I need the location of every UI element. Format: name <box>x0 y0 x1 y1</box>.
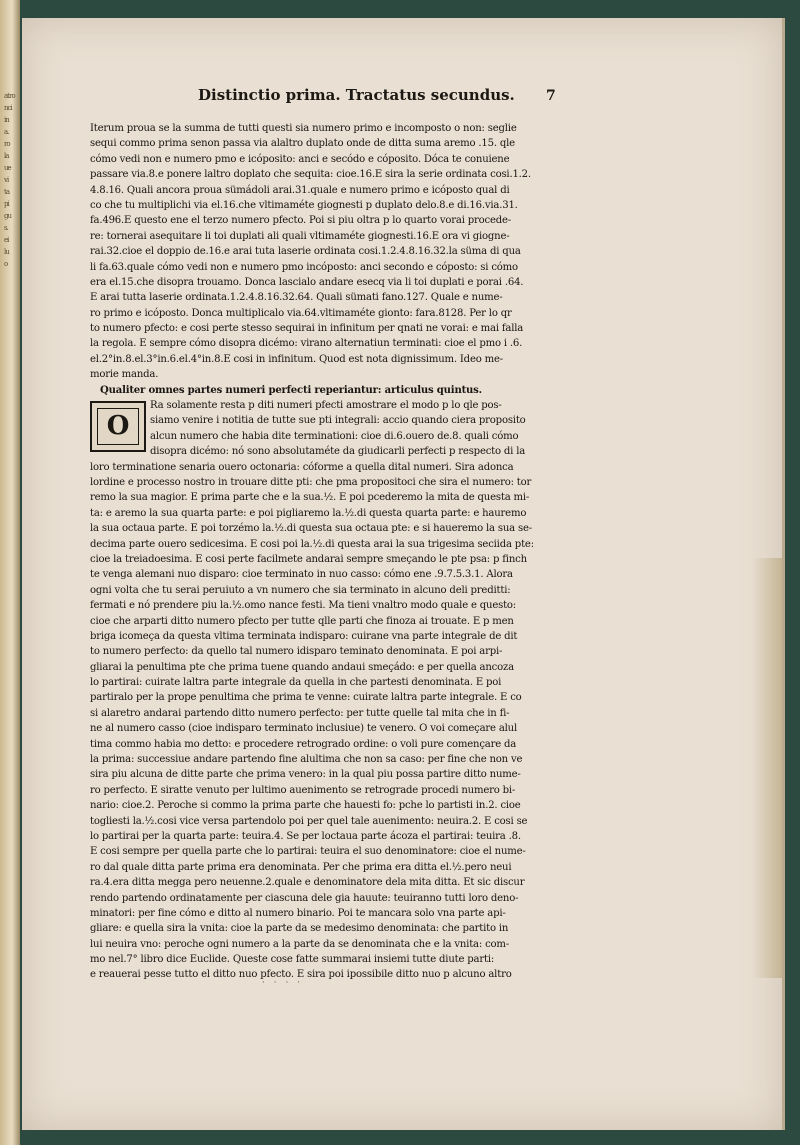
adjacent-page-text <box>4 90 18 650</box>
sliver-fragment: vi <box>4 176 9 184</box>
text-line: ro dal quale ditta parte prima era denominata. Per che prima era ditta el.½.pero neui <box>90 861 512 873</box>
book-page <box>22 18 785 1130</box>
text-line: passare via.8.e ponere laltro doplato che sequita: cioe.16.E sira la serie ordinata cosi.1.2. <box>90 169 531 181</box>
text-line: co che tu multiplichi via el.16.che vltimaméte giognesti p duplato delo.8.e di.16.via.31. <box>90 199 518 211</box>
text-line: si alaretro andarai partendo ditto numero perfecto: per tutte quelle tal mita che in fi- <box>90 707 510 719</box>
text-line: gliare: e quella sira la vnita: cioe la parte da se medesimo denominata: che partito in <box>90 923 509 935</box>
folio-number: 7 <box>546 88 556 104</box>
text-line: disopra dicémo: nó sono absolutaméte da giudicarli perfecti p respecto di la <box>150 446 526 458</box>
text-line: cioe che arparti ditto numero pfecto per tutte qlle parti che finoza ai trouate. E p men <box>90 615 514 627</box>
initial-letter: O <box>97 408 139 445</box>
sliver-fragment: atro <box>4 92 15 100</box>
text-line: tima commo habia mo detto: e procedere retrogrado ordine: o voli pure començare da <box>90 738 517 750</box>
text-line: re: tornerai asequitare li toi duplati ali quali vltimaméte giognesti.16.E ora vi giogne- <box>90 230 510 242</box>
text-line: Ra solamente resta p diti numeri pfecti amostrare el modo p lo qle pos- <box>150 400 502 412</box>
text-line: partiralo per la prope penultima che prima te venne: cuirate laltra parte integrale. E co <box>90 692 522 704</box>
sliver-fragment: ro <box>4 140 10 148</box>
text-line: E arai tutta laserie ordinata.1.2.4.8.16.32.64. Quali sümati fano.127. Quale e nume- <box>90 292 503 304</box>
text-line: la prima: successiue andare partendo fine alultima che non sa caso: per fine che non ve <box>90 754 523 766</box>
sliver-fragment: in <box>4 116 9 124</box>
text-line: ra.4.era ditta megga pero neuenne.2.quale e denominatore dela mita ditta. Et sic discur <box>90 877 525 889</box>
paragraph-2-lines <box>90 460 580 983</box>
text-line: e reauerai pesse tutto el ditto nuo pfecto. E sira poi ipossibile ditto nuo p alcuno altro <box>90 969 512 981</box>
text-line: E cosi sempre per quella parte che lo partirai: teuira el suo denominatore: cioe el nume- <box>90 846 526 858</box>
text-line: sira piu alcuna de ditte parte che prima venero: in la qual piu possa partire ditto nume- <box>90 769 521 781</box>
text-line: ro perfecto. E siratte venuto per lultimo auenimento se retrograde procedi numero bi- <box>90 784 516 796</box>
text-line: rendo partendo ordinatamente per ciascuna dele gia hauute: teuiranno tutti loro deno- <box>90 892 519 904</box>
sliver-fragment: gu <box>4 212 11 220</box>
text-line: la regola. E sempre cómo disopra dicémo: virano alternatiun terminati: cioe el pmo i .6. <box>90 338 523 350</box>
sliver-fragment: ta <box>4 188 9 196</box>
sliver-fragment: s. <box>4 224 8 232</box>
text-line: minatori: per fine cómo e ditto al numero binario. Poi te mancara solo vna parte api- <box>90 907 506 919</box>
text-line: loro terminatione senaria ouero octonaria: cóforme a quella dital numeri. Sira adonca <box>90 461 514 473</box>
text-line: la sua octaua parte. E poi torzémo la.½.di questa sua octaua pte: e si haueremo la sua se- <box>90 523 532 535</box>
paragraph-1 <box>90 121 580 383</box>
text-line: decima parte ouero sedicesima. E cosi poi la.½.di questa arai la sua trigesima seciida pte: <box>90 538 534 550</box>
sliver-fragment: ei <box>4 236 9 244</box>
text-line: lo partirai: cuirate laltra parte integrale da quella in che partesti denominata. E poi <box>90 677 502 689</box>
text-line: cioe la treiadoesima. E cosi perte facilmete andarai sempre smeçando le pte psa: p finch <box>90 553 527 565</box>
text-line: to numero perfecto: da quello tal numero idisparo teminato denominata. E poi arpi- <box>90 646 503 658</box>
catchword-marks: · · · · <box>262 978 304 988</box>
text-line: morie manda. <box>90 369 159 381</box>
text-line: ogni volta che tu serai peruiuto a vn numero che sia terminato in alcuno deli preditti: <box>90 584 511 596</box>
text-line: remo la sua magior. E prima parte che e la sua.½. E poi pcederemo la mita de questa mi- <box>90 492 530 504</box>
text-line: te venga alemani nuo disparo: cioe terminato in nuo casso: cómo ene .9.7.5.3.1. Alora <box>90 569 513 581</box>
text-line: alcun numero che habia dite terminationi: cioe di.6.ouero de.8. quali cómo <box>150 430 519 442</box>
text-line: lo partirai per la quarta parte: teuira.4. Se per loctaua parte ácoza el partirai: teuira .8. <box>90 830 521 842</box>
text-line: lui neuira vno: peroche ogni numero a la parte da se denominata che e la vnita: com- <box>90 938 510 950</box>
text-line: siamo venire i notitia de tutte sue pti integrali: accio quando ciera proposito <box>150 415 526 427</box>
text-line: li fa.63.quale cómo vedi non e numero pmo incóposto: anci secondo e cóposto: si cómo <box>90 261 518 273</box>
paragraph-2 <box>90 398 580 983</box>
text-line: era el.15.che disopra trouamo. Donca lascialo andare esecq via li toi duplati e porai .64. <box>90 276 524 288</box>
text-line: cómo vedi non e numero pmo e icóposito: anci e secódo e cóposito. Dóca te conuiene <box>90 153 510 165</box>
text-line: ne al numero casso (cioe indisparo terminato inclusiue) te venero. O voi começare alul <box>90 723 517 735</box>
sliver-fragment: la <box>4 152 9 160</box>
text-line: to numero pfecto: e cosi perte stesso sequirai in infinitum per qnati ne vorai: e mai falla <box>90 323 524 335</box>
sliver-fragment: o <box>4 260 8 268</box>
text-line: mo nel.7° libro dice Euclide. Queste cose fatte summarai insiemi tutte diute parti: <box>90 954 495 966</box>
text-line: el.2°in.8.el.3°in.6.el.4°in.8.E cosi in infinitum. Quod est nota dignissimum. Ideo me- <box>90 353 503 365</box>
text-line: lordine e processo nostro in trouare ditte pti: che pma propositoci che sira el numero: tor <box>90 476 532 488</box>
main-text-block <box>90 121 580 983</box>
text-line: briga icomeça da questa vltima terminata indisparo: cuirane vna parte integrale de dit <box>90 630 518 642</box>
sliver-fragment: lu <box>4 248 9 256</box>
text-line: fa.496.E questo ene el terzo numero pfecto. Poi si piu oltra p lo quarto vorai procede- <box>90 215 511 227</box>
text-line: Iterum proua se la summa de tutti questi sia numero primo e incomposto o non: seglie <box>90 123 517 134</box>
text-line: 4.8.16. Quali ancora proua sümádoli arai.31.quale e numero primo e icóposto qual di <box>90 184 510 196</box>
text-line: sequi commo prima senon passa via alaltro duplato onde de ditta suma aremo .15. qle <box>90 138 515 150</box>
sliver-fragment: ue <box>4 164 11 172</box>
text-line: togliesti la.½.cosi vice versa partendolo poi per quel tale auenimento: neuira.2. E cosi se <box>90 815 528 827</box>
text-line: gliarai la penultima pte che prima tuene quando andaui smeçádo: e per quella ancoza <box>90 661 514 673</box>
paragraph-2-indented-lines <box>90 398 580 460</box>
text-line: ta: e aremo la sua quarta parte: e poi pigliaremo la.½.di questa quarta parte: e hauremo <box>90 507 527 519</box>
adjacent-page-edge <box>0 0 20 1145</box>
sliver-fragment: a. <box>4 128 9 136</box>
section-heading: Qualiter omnes partes numeri perfecti reperiantur: articulus quintus. <box>100 384 482 396</box>
page-stain <box>752 558 782 978</box>
sliver-fragment: pi <box>4 200 9 208</box>
sliver-fragment: nci <box>4 104 12 112</box>
text-line: nario: cioe.2. Perochе si commo la prima parte che hauesti fo: pche lo partisti in.2. cioe <box>90 800 521 812</box>
text-line: ro primo e icóposto. Donca multiplicalo via.64.vltimaméte gionto: fara.8128. Per lo qr <box>90 307 512 319</box>
page-header: Distinctio prima. Tractatus secundus. <box>198 86 515 104</box>
decorated-initial <box>90 401 146 452</box>
text-line: rai.32.cioe el doppio de.16.e arai tuta laserie ordinata cosi.1.2.4.8.16.32.la süma di qua <box>90 246 521 258</box>
text-line: fermati e nó prendere piu la.½.omo nance festi. Ma tieni vnaltro modo quale e questo: <box>90 600 517 612</box>
